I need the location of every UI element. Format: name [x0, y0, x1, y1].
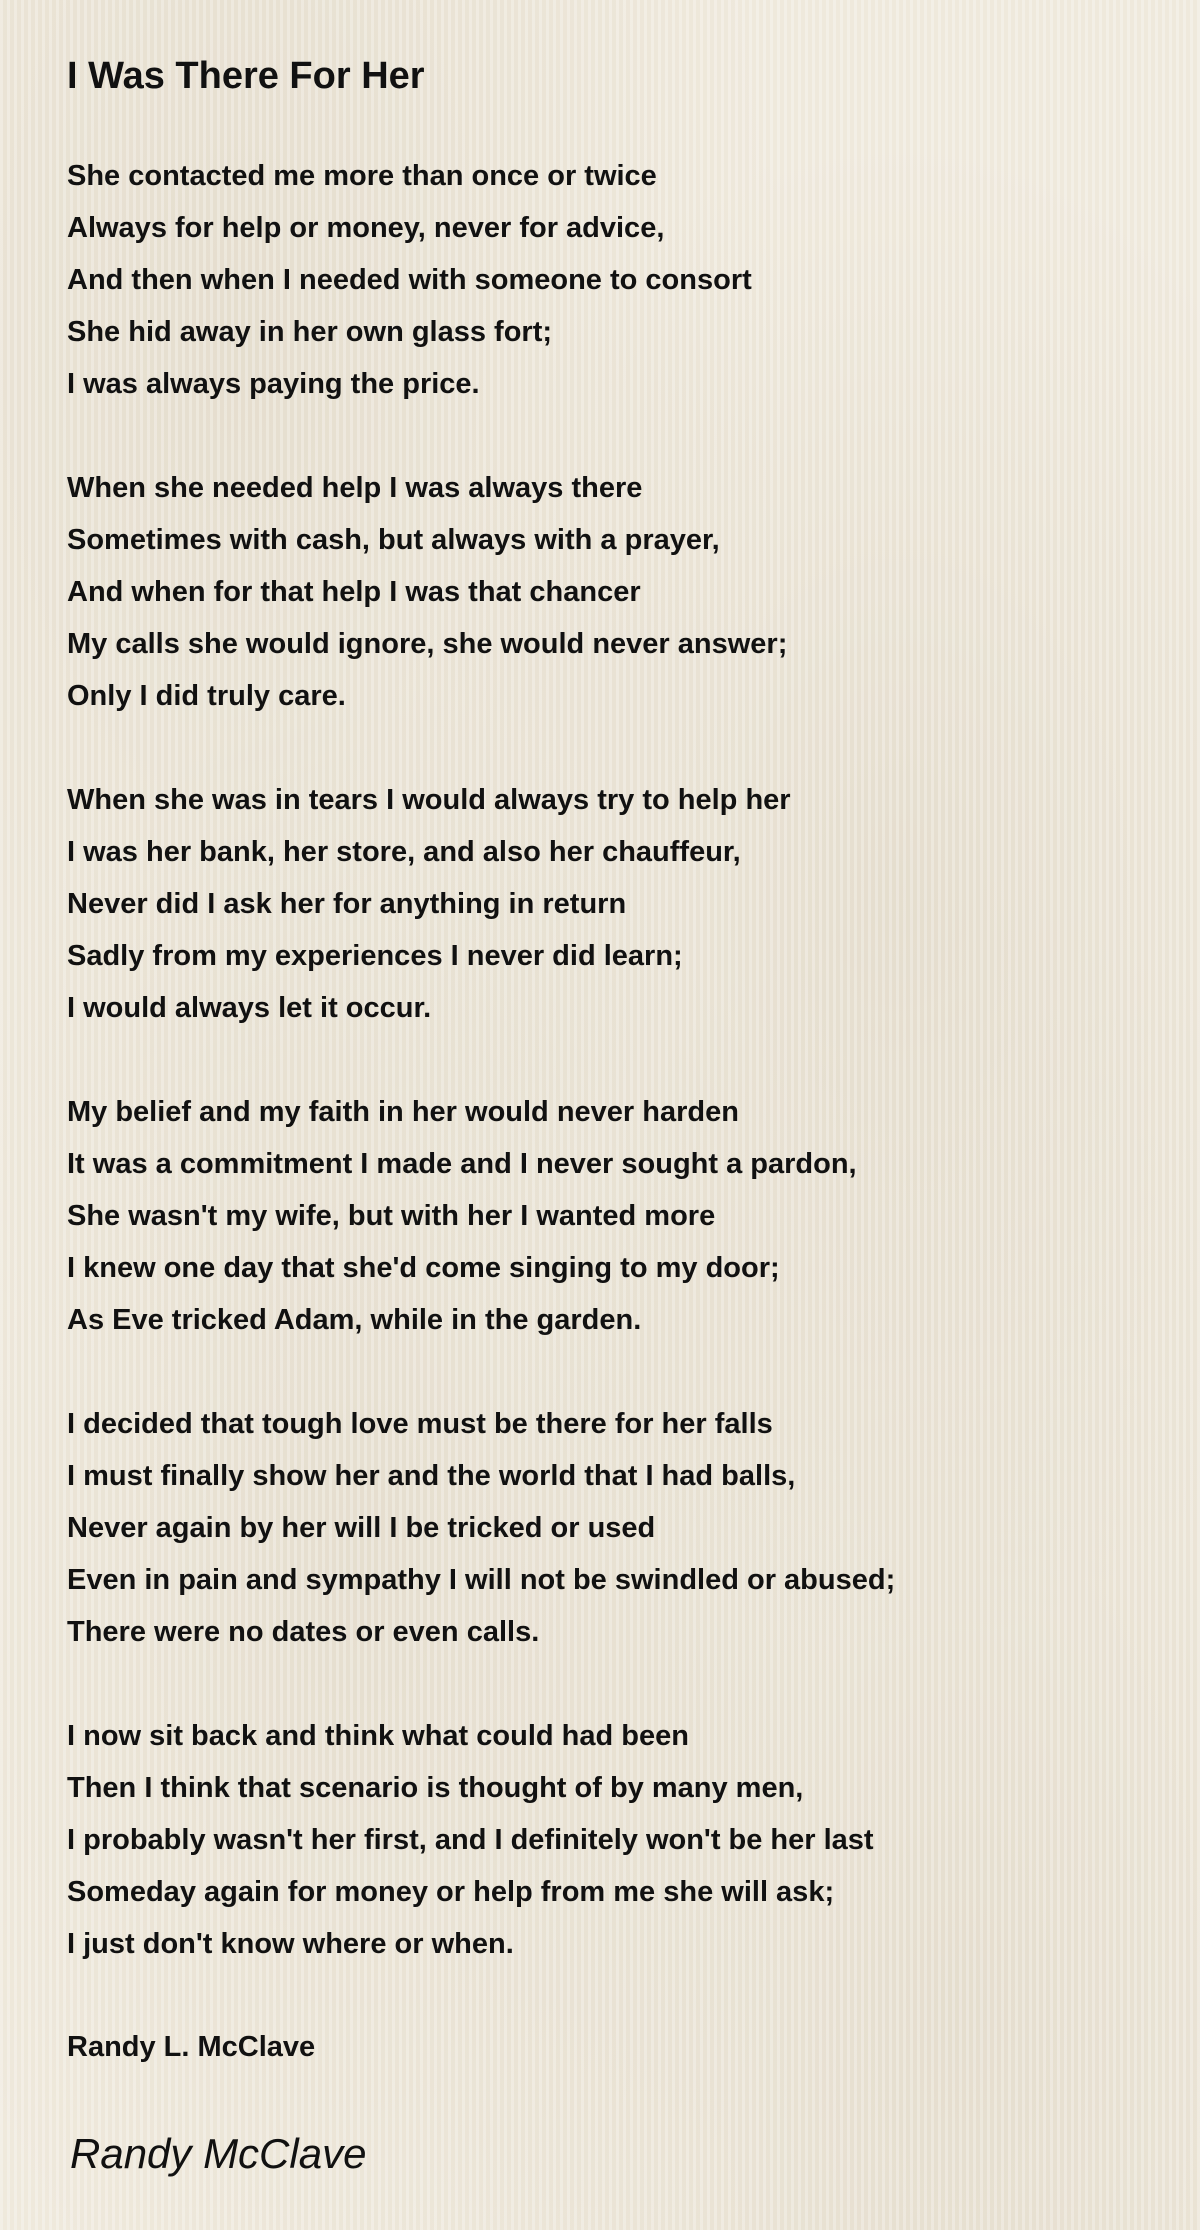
poem-line: Never again by her will I be tricked or used: [67, 1512, 656, 1544]
poem-line: Never did I ask her for anything in return: [67, 888, 627, 920]
poem-line: She wasn't my wife, but with her I wanted more: [67, 1200, 716, 1232]
poem-line: My belief and my faith in her would never harden: [67, 1096, 739, 1128]
poem-line: And when for that help I was that chancer: [67, 576, 641, 608]
poem-title: I Was There For Her: [67, 55, 425, 97]
poem-line: I now sit back and think what could had been: [67, 1720, 689, 1752]
poem-line: When she needed help I was always there: [67, 472, 643, 504]
poem-line: She hid away in her own glass fort;: [67, 316, 553, 348]
poem-line: I was her bank, her store, and also her chauffeur,: [67, 836, 741, 868]
poem-line: Someday again for money or help from me she will ask;: [67, 1876, 835, 1908]
poem-line: I was always paying the price.: [67, 368, 480, 400]
stanza-3: [67, 774, 1167, 1034]
poem-line: I would always let it occur.: [67, 992, 432, 1024]
poem-body: [67, 150, 1167, 2022]
poem-line: Sometimes with cash, but always with a prayer,: [67, 524, 720, 556]
stanza-4: [67, 1086, 1167, 1346]
stanza-6: [67, 1710, 1167, 1970]
stanza-2: [67, 462, 1167, 722]
poem-line: As Eve tricked Adam, while in the garden.: [67, 1304, 642, 1336]
stanza-1: [67, 150, 1167, 410]
poem-line: It was a commitment I made and I never sought a pardon,: [67, 1148, 857, 1180]
poem-line: I decided that tough love must be there for her falls: [67, 1408, 773, 1440]
poem-line: Then I think that scenario is thought of by many men,: [67, 1772, 804, 1804]
poem-line: I probably wasn't her first, and I definitely won't be her last: [67, 1824, 874, 1856]
stanza-5: [67, 1398, 1167, 1658]
poem-line: Sadly from my experiences I never did learn;: [67, 940, 683, 972]
poem-line: I just don't know where or when.: [67, 1928, 514, 1960]
poem-line: I must finally show her and the world that I had balls,: [67, 1460, 796, 1492]
author-byline: Randy L. McClave: [67, 2031, 316, 2063]
poem-line: She contacted me more than once or twice: [67, 160, 657, 192]
poem-line: There were no dates or even calls.: [67, 1616, 540, 1648]
poem-line: I knew one day that she'd come singing to my door;: [67, 1252, 780, 1284]
poem-line: Always for help or money, never for advice,: [67, 212, 665, 244]
poem-line: Even in pain and sympathy I will not be swindled or abused;: [67, 1564, 896, 1596]
author-signature: Randy McClave: [70, 2130, 367, 2177]
poem-line: When she was in tears I would always try to help her: [67, 784, 791, 816]
poem-line: And then when I needed with someone to consort: [67, 264, 752, 296]
poem-line: Only I did truly care.: [67, 680, 346, 712]
poem-line: My calls she would ignore, she would never answer;: [67, 628, 788, 660]
